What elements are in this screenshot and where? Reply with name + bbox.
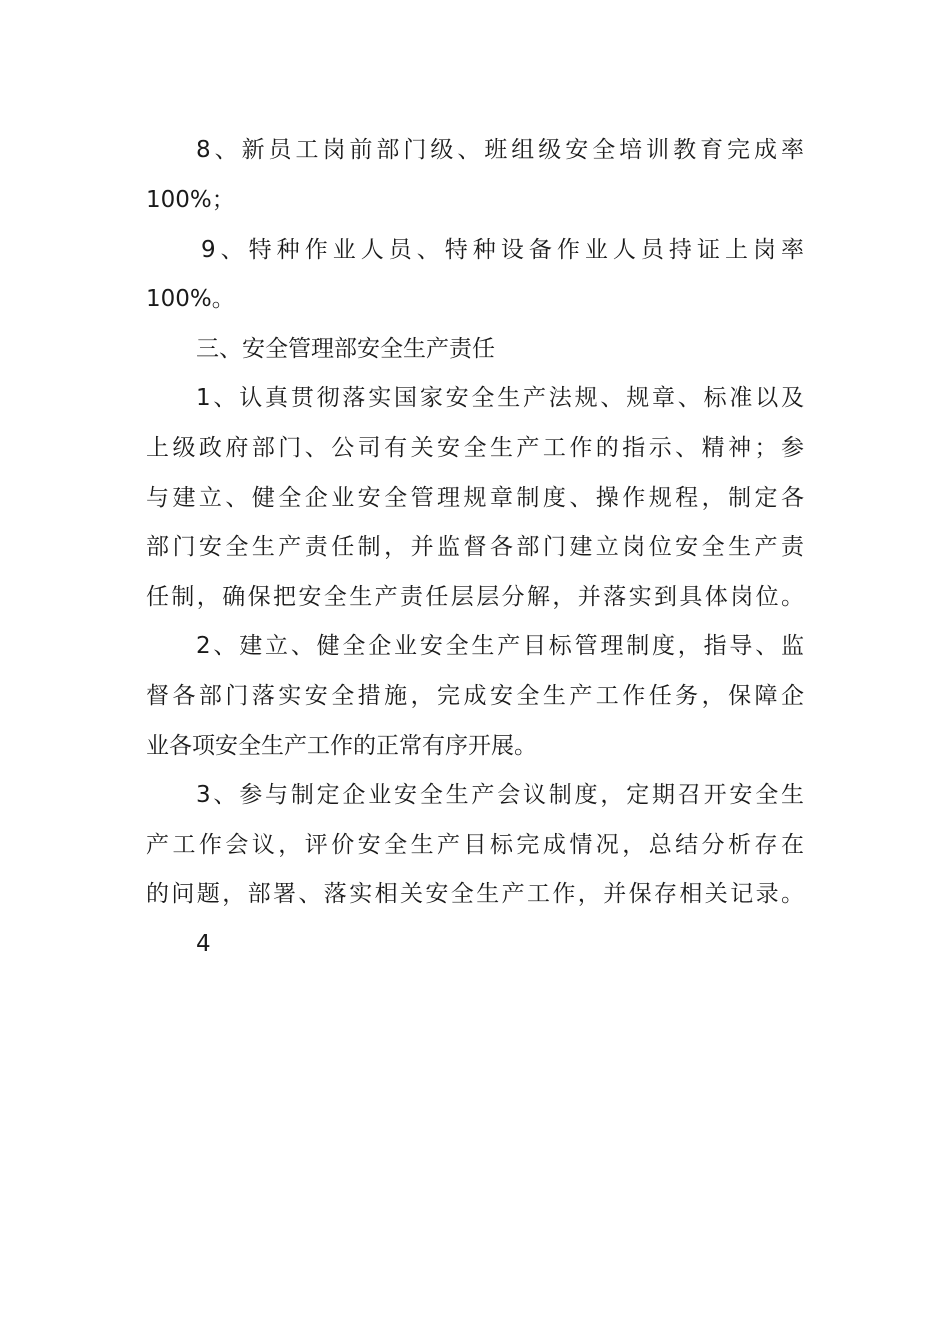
para-2-line-2: 督各部门落实安全措施，完成安全生产工作任务，保障企 xyxy=(146,683,804,709)
para-1-line-5: 任制，确保把安全生产责任层层分解，并落实到具体岗位。 xyxy=(146,584,804,610)
para-3-line-1: 3、参与制定企业安全生产会议制度，定期召开安全生 xyxy=(196,782,804,808)
para-3-line-3: 的问题，部署、落实相关安全生产工作，并保存相关记录。 xyxy=(146,881,804,907)
item-9-line-2: 100%。 xyxy=(146,286,235,312)
para-1-line-3: 与建立、健全企业安全管理规章制度、操作规程，制定各 xyxy=(146,485,804,511)
para-2-line-1: 2、建立、健全企业安全生产目标管理制度，指导、监 xyxy=(196,633,804,659)
para-1-line-4: 部门安全生产责任制，并监督各部门建立岗位安全生产责 xyxy=(146,534,804,560)
para-1-line-2: 上级政府部门、公司有关安全生产工作的指示、精神；参 xyxy=(146,435,804,461)
para-3-line-2: 产工作会议，评价安全生产目标完成情况，总结分析存在 xyxy=(146,832,804,858)
item-8-line-2: 100%； xyxy=(146,187,235,213)
para-4-start: 4 xyxy=(196,931,211,957)
para-2-line-3: 业各项安全生产工作的正常有序开展。 xyxy=(146,733,537,759)
item-8-line-1: 8、新员工岗前部门级、班组级安全培训教育完成率 xyxy=(196,137,804,163)
para-1-line-1: 1、认真贯彻落实国家安全生产法规、规章、标准以及 xyxy=(196,385,804,411)
section-heading: 三、安全管理部安全生产责任 xyxy=(196,336,495,362)
item-9-line-1: 9、特种作业人员、特种设备作业人员持证上岗率 xyxy=(201,237,804,263)
